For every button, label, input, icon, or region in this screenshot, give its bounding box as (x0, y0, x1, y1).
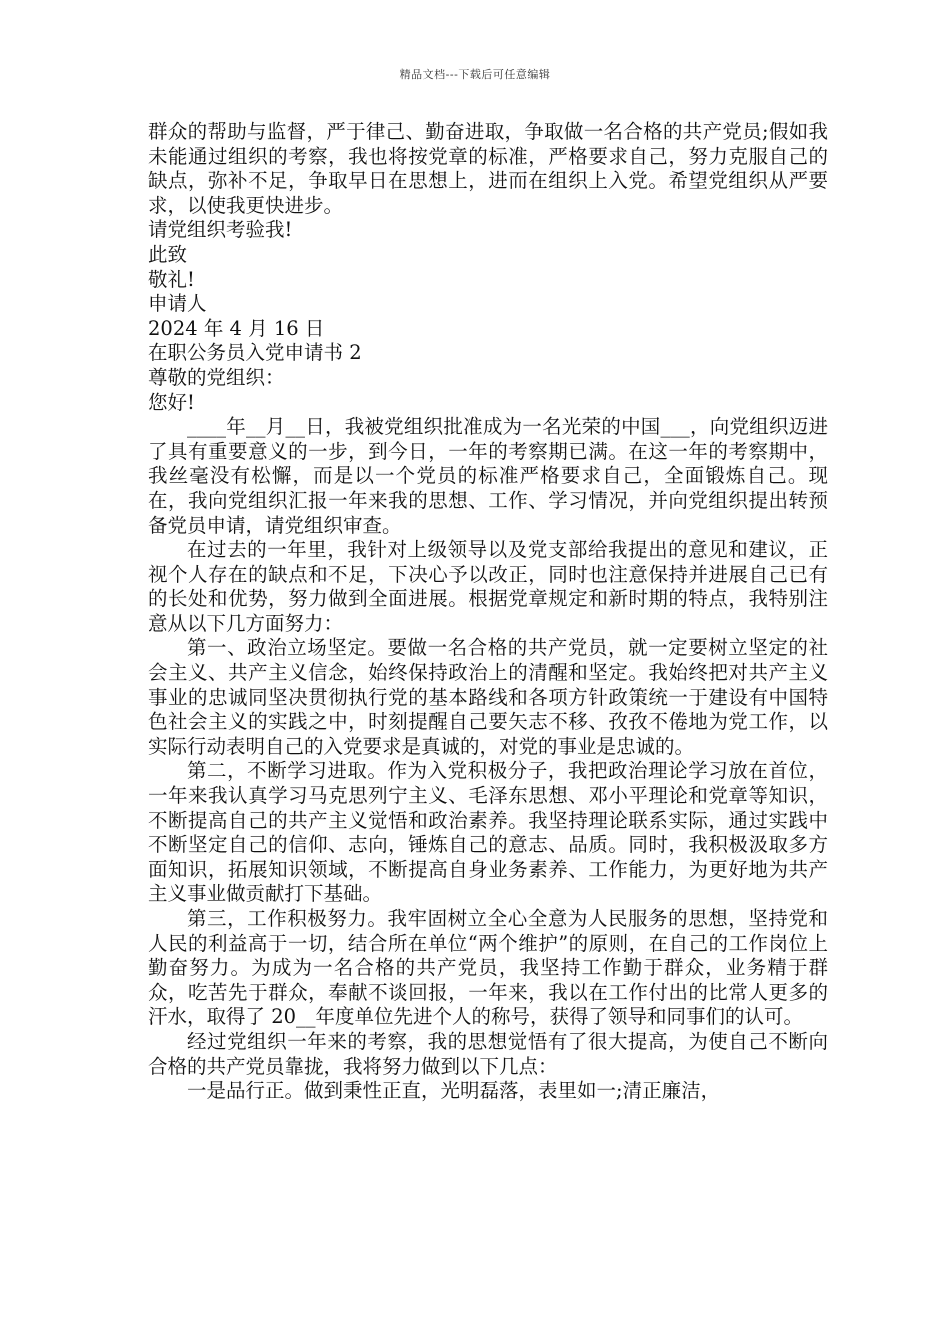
paragraph-first-point: 第一、政治立场坚定。要做一名合格的共产党员，就一定要树立坚定的社会主义、共产主义信念，始终保持政治上的清醒和坚定。我始终把对共产主义事业的忠诚同坚决贯彻执行党的基本路线和各项方针政策统一于建设有中国特色社会主义的实践之中，时刻提醒自己要矢志不移、孜孜不倦地为党工作，以实际行动表明自己的入党要求是真诚的，对党的事业是忠诚的。 (148, 636, 828, 758)
salutation-zhizhi: 此致 (148, 242, 188, 266)
paragraph-third-point: 第三，工作积极努力。我牢固树立全心全意为人民服务的思想，坚持党和人民的利益高于一切，结合所在单位“两个维护”的原则，在自己的工作岗位上勤奋努力。为成为一名合格的共产党员，我坚持工作勤于群众，业务精于群众，吃苦先于群众，奉献不谈回报，一年来，我以在工作付出的比常人更多的汗水，取得了 20__年度单位先进个人的称号，获得了领导和同事们的认可。 (148, 907, 828, 1029)
request-line: 请党组织考验我! (148, 218, 293, 242)
paragraph-intro: ____年__月__日，我被党组织批准成为一名光荣的中国___，向党组织迈进了具有重要意义的一步，到今日，一年的考察期已满。在这一年的考察期中，我丝毫没有松懈，而是以一个党员的标准严格要求自己，全面锻炼自己。现在，我向党组织汇报一年来我的思想、工作、学习情况，并向党组织提出转预备党员申请，请党组织审查。 (148, 415, 828, 537)
date-line: 2024 年 4 月 16 日 (148, 316, 325, 340)
document-body (148, 120, 828, 1104)
greeting-hello: 您好! (148, 390, 195, 414)
salutation-jingli: 敬礼! (148, 267, 195, 291)
applicant-label: 申请人 (148, 292, 207, 316)
section-title: 在职公务员入党申请书 2 (148, 341, 362, 365)
greeting-addressee: 尊敬的党组织： (148, 365, 285, 389)
page-header: 精品文档---下载后可任意编辑 (399, 68, 551, 81)
paragraph-second-point: 第二，不断学习进取。作为入党积极分子，我把政治理论学习放在首位，一年来我认真学习马克思列宁主义、毛泽东思想、邓小平理论和党章等知识，不断提高自己的共产主义觉悟和政治素养。我坚持理论联系实际，通过实践中不断坚定自己的信仰、志向，锤炼自己的意志、品质。同时，我积极汲取多方面知识，拓展知识领域，不断提高自身业务素养、工作能力，为更好地为共产主义事业做贡献打下基础。 (148, 759, 828, 906)
paragraph-continued: 群众的帮助与监督，严于律己、勤奋进取，争取做一名合格的共产党员;假如我未能通过组织的考察，我也将按党章的标准，严格要求自己，努力克服自己的缺点，弥补不足，争取早日在思想上，进而在组织上入党。希望党组织从严要求，以使我更快进步。 (148, 120, 828, 217)
paragraph-future: 经过党组织一年来的考察，我的思想觉悟有了很大提高，为使自己不断向合格的共产党员靠拢，我将努力做到以下几点： (148, 1029, 828, 1078)
paragraph-past-year: 在过去的一年里，我针对上级领导以及党支部给我提出的意见和建议，正视个人存在的缺点和不足，下决心予以改正，同时也注意保持并进展自己已有的长处和优势，努力做到全面进展。根据党章规定和新时期的特点，我特别注意从以下几方面努力： (148, 538, 828, 635)
paragraph-conduct: 一是品行正。做到秉性正直，光明磊落，表里如一;清正廉洁， (187, 1079, 721, 1103)
